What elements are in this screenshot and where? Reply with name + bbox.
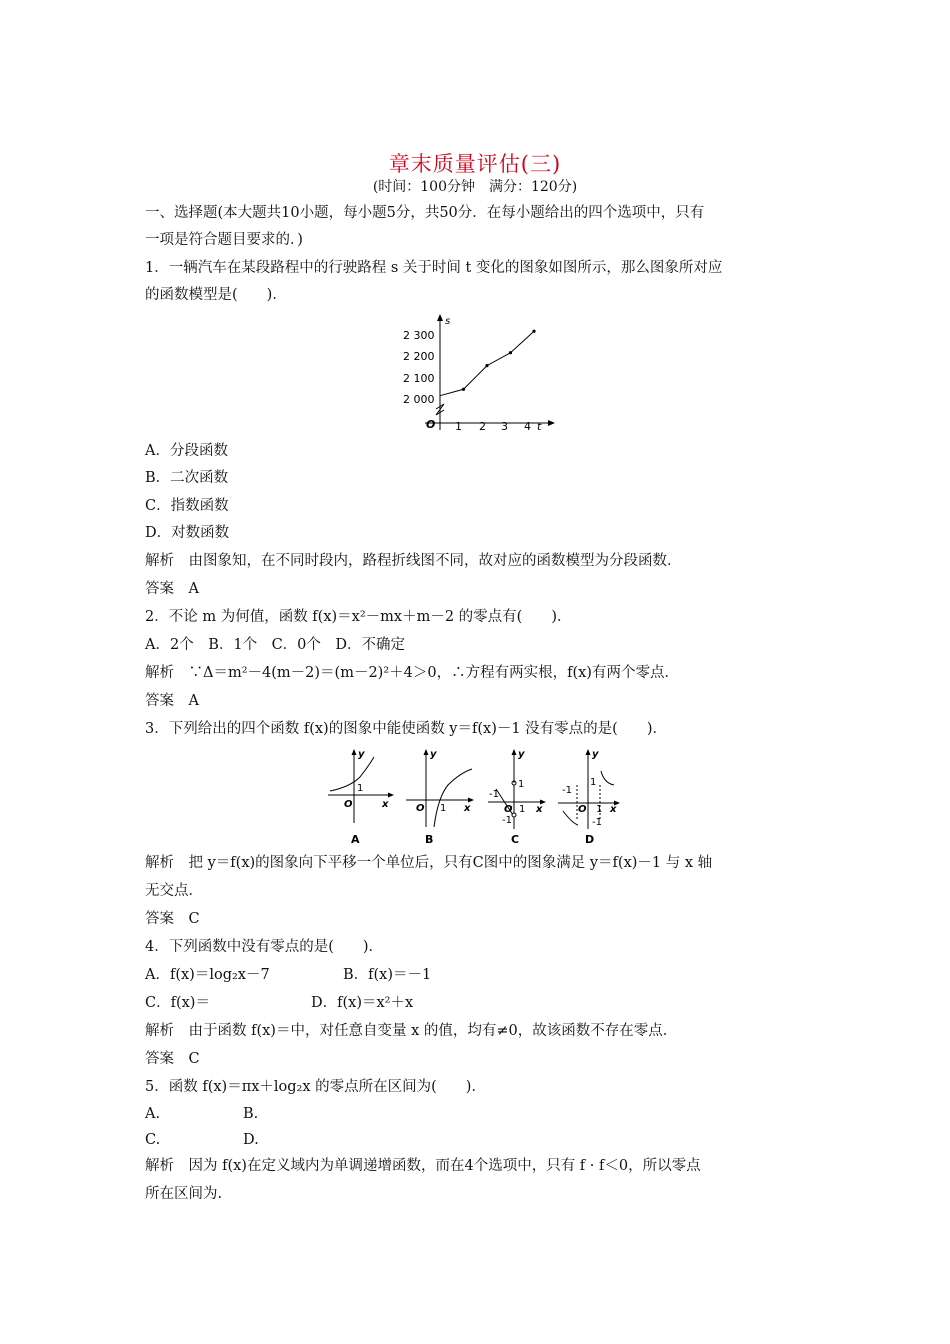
q4-option-b: B．f(x)＝－1 (343, 967, 432, 983)
tick-label: -1 (502, 815, 512, 826)
x-label: x (382, 799, 389, 810)
curve (330, 757, 374, 791)
origin-label: O (504, 804, 513, 815)
curve (563, 811, 578, 825)
q1-answer: 答案 A (145, 581, 199, 597)
panel-d (558, 749, 620, 846)
x-axis-label: t (537, 420, 542, 433)
tick-label: -1 (489, 789, 499, 800)
data-point (462, 388, 465, 391)
panel-c (488, 749, 546, 846)
q5-stem: 5．函数 f(x)＝πx＋log₂x 的零点所在区间为( )． (145, 1079, 486, 1095)
x-label: x (610, 804, 617, 815)
y-label: y (358, 749, 365, 760)
y-axis-label: s (445, 316, 451, 327)
data-point (509, 351, 512, 354)
tick-label: 1 (590, 777, 597, 788)
q3-analysis: 解析 把 y＝f(x)的图象向下平移一个单位后，只有C图中的图象满足 y＝f(x)－1 与 x 轴 (145, 855, 713, 871)
q1-option: A．分段函数 (145, 443, 228, 459)
y-tick-label: 2 100 (403, 372, 435, 385)
panel-a (328, 749, 394, 846)
series-line (440, 331, 534, 396)
x-tick-label: 4 (524, 420, 531, 433)
page-subtitle: (时间：100分钟 满分：120分) (372, 179, 578, 195)
tick-label: 1 (357, 783, 364, 794)
q1-option: C．指数函数 (145, 498, 229, 514)
tick-label: -1 (562, 785, 572, 796)
q4-analysis: 解析 由于函数 f(x)＝中，对任意自变量 x 的值，均有≠0，故该函数不存在零点． (145, 1023, 678, 1039)
panel-label: D (585, 833, 595, 846)
q1-figure (395, 312, 560, 434)
q4-stem: 4．下列函数中没有零点的是( )． (145, 939, 384, 955)
data-point (485, 364, 488, 367)
q3-answer: 答案 C (145, 911, 200, 927)
q4-option-c: C．f(x)＝ (145, 995, 210, 1011)
q3-analysis-cont: 无交点． (145, 883, 203, 899)
origin-label: O (578, 804, 587, 815)
x-tick-label: 2 (479, 420, 486, 433)
tick-label: 1 (518, 779, 525, 790)
tick-label: 1 (440, 803, 447, 814)
tick-label: 1 (596, 804, 603, 815)
q5-analysis: 解析 因为 f(x)在定义域内为单调递增函数，而在4个选项中，只有 f · f＜0，所以零点 (145, 1158, 701, 1174)
q2-options: A．2个 B．1个 C．0个 D．不确定 (145, 637, 406, 653)
origin-label: O (416, 803, 425, 814)
q1-analysis: 解析 由图象知，在不同时段内，路程折线图不同，故对应的函数模型为分段函数． (145, 553, 682, 569)
q2-answer: 答案 A (145, 693, 199, 709)
y-axis-arrow (437, 314, 443, 321)
panel-b (406, 749, 474, 846)
q1-stem-cont: 的函数模型是( )． (145, 287, 287, 303)
q3-figures (322, 745, 632, 847)
origin-label: O (344, 799, 353, 810)
x-axis-arrow (548, 420, 555, 426)
tick-label: 1 (519, 804, 526, 815)
panel-label: B (425, 833, 434, 846)
y-label: y (592, 749, 599, 760)
data-point (532, 330, 535, 333)
q1-stem: 1．一辆汽车在某段路程中的行驶路程 s 关于时间 t 变化的图象如图所示，那么图象所对应 (145, 260, 723, 276)
q5-option-c: C. (145, 1132, 161, 1148)
x-label: x (464, 803, 471, 814)
panel-label: C (511, 833, 520, 846)
curve (601, 771, 614, 785)
tick-label: -1 (592, 817, 602, 828)
section-heading-cont: 一项是符合题目要求的．) (145, 232, 303, 248)
origin-label: O (426, 418, 436, 431)
q1-option: D．对数函数 (145, 525, 230, 541)
q4-answer: 答案 C (145, 1051, 200, 1067)
y-tick-label: 2 200 (403, 350, 435, 363)
q5-option-b: B. (243, 1106, 259, 1122)
q4-option-d: D．f(x)＝x²＋x (311, 995, 414, 1011)
q3-stem: 3．下列给出的四个函数 f(x)的图象中能使函数 y＝f(x)－1 没有零点的是( )． (145, 721, 667, 737)
q4-option-a: A．f(x)＝log₂x－7 (145, 967, 270, 983)
q2-stem: 2．不论 m 为何值，函数 f(x)＝x²－mx＋m－2 的零点有( )． (145, 609, 572, 625)
x-tick-label: 3 (501, 420, 508, 433)
open-point (512, 813, 516, 817)
y-label: y (518, 749, 525, 760)
panel-label: A (351, 833, 360, 846)
section-heading: 一、选择题(本大题共10小题，每小题5分，共50分．在每小题给出的四个选项中，只有 (145, 205, 705, 221)
x-label: x (536, 804, 543, 815)
q5-analysis-cont: 所在区间为. (145, 1186, 223, 1202)
y-label: y (430, 749, 437, 760)
x-tick-label: 1 (455, 420, 462, 433)
q2-analysis: 解析 ∵Δ＝m²－4(m－2)＝(m－2)²＋4＞0，∴方程有两实根，f(x)有两个零点． (145, 665, 679, 681)
q1-option: B．二次函数 (145, 470, 229, 486)
y-tick-label: 2 300 (403, 329, 435, 342)
page-title: 章末质量评估(三) (388, 152, 562, 176)
q5-option-a: A. (145, 1106, 161, 1122)
y-tick-label: 2 000 (403, 393, 435, 406)
data-series (440, 330, 536, 396)
q5-option-d: D. (243, 1132, 259, 1148)
curve (434, 769, 472, 827)
